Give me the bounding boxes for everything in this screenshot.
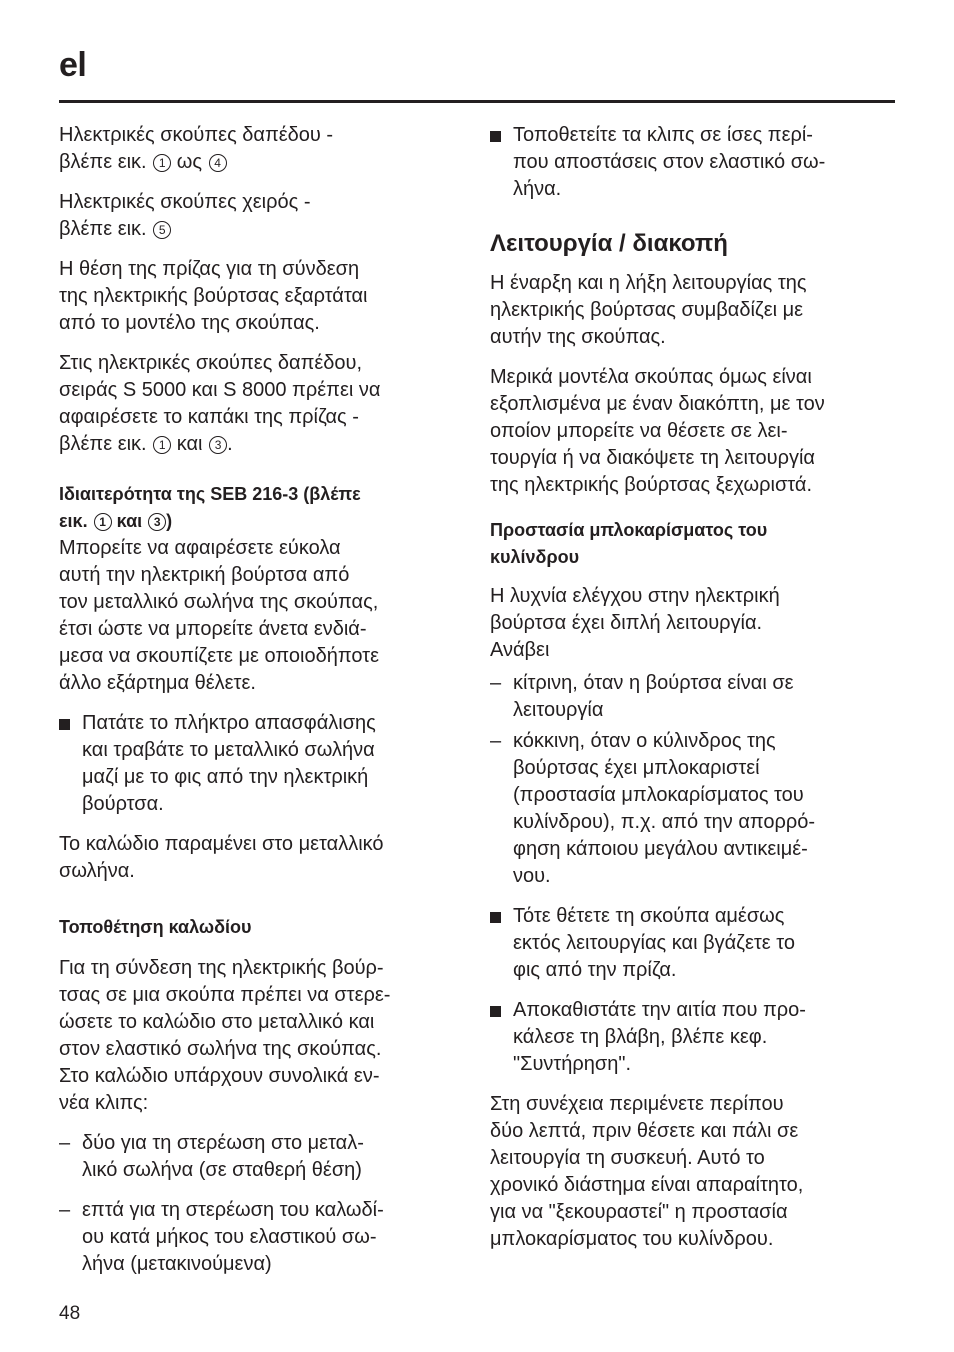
header-rule — [59, 100, 895, 103]
text-line: βλέπε εικ. — [59, 433, 147, 455]
text-line: Ανάβει — [490, 639, 550, 661]
text-line: εκτός λειτουργίας και βγάζετε το — [513, 932, 795, 954]
text-line: κυλίνδρου — [490, 547, 580, 567]
right-column — [490, 122, 895, 1253]
paragraph-series-note: Στις ηλεκτρικές σκούπες δαπέδου, σειράς S 5000 και S 8000 πρέπει να αφαιρέσετε το καπάκι της πρίζας - βλέπε εικ. 1 και 3 . — [59, 352, 381, 455]
text-line: μπλοκαρίσματος του κυλίνδρου. — [490, 1228, 774, 1250]
text-line: τουργία ή να διακόψετε τη λειτουργία — [490, 447, 815, 469]
text-line: δύο λεπτά, πριν θέσετε και πάλι σε — [490, 1120, 799, 1142]
text-line: λικό σωλήνα (σε σταθερή θέση) — [82, 1159, 362, 1181]
text-line: έτσι ώστε να μπορείτε άνετα ενδιά- — [59, 618, 367, 640]
section-heading-operation: Λειτουργία / διακοπή — [490, 230, 728, 257]
text-line: άλλο εξάρτημα θέλετε. — [59, 672, 256, 694]
text-line: (προστασία μπλοκαρίσματος του — [513, 784, 804, 806]
dash-item-red — [490, 728, 895, 890]
dash-glyph: – — [490, 730, 502, 752]
text-line: Τότε θέτετε τη σκούπα αμέσως — [513, 905, 785, 927]
text-line: οποίον μπορείτε να θέσετε σε λει- — [490, 420, 788, 442]
text-line: σειράς S 5000 και S 8000 πρέπει να — [59, 379, 381, 401]
subheading-seb: Ιδιαιτερότητα της SEB 216-3 (βλέπε εικ. 1 και 3 ) — [59, 484, 361, 531]
text-line: εξοπλισμένα με έναν διακόπτη, με τον — [490, 393, 825, 415]
paragraph-socket-position — [59, 256, 464, 337]
text-line: στον ελαστικό σωλήνα της σκούπας. — [59, 1038, 382, 1060]
subheading-cable-placement: Τοποθέτηση καλωδίου — [59, 917, 252, 937]
text-line: λήνα (μετακινούμενα) — [82, 1253, 272, 1275]
bullet-release-button — [59, 710, 464, 818]
text-line: βλέπε εικ. — [59, 218, 147, 240]
paragraph-cable-clips — [59, 955, 464, 1117]
text-line: που αποστάσεις στον ελαστικό σω- — [513, 151, 826, 173]
text-line: Μερικά μοντέλα σκούπας όμως είναι — [490, 366, 812, 388]
bullet-fix-cause — [490, 997, 895, 1078]
paragraph-remove-brush — [59, 535, 464, 697]
text-line: αφαιρέσετε το καπάκι της πρίζας - — [59, 406, 359, 428]
bullet-switch-off — [490, 903, 895, 984]
text-line: της ηλεκτρικής βούρτσας ξεχωριστά. — [490, 474, 813, 496]
paragraph-wait — [490, 1091, 895, 1253]
text-word: και — [116, 511, 143, 531]
text-line: φηση κάποιου μεγάλου αντικειμέ- — [513, 838, 808, 860]
paragraph-cable-remains — [59, 831, 464, 885]
text-line: λειτουργία τη συσκευή. Αυτό το — [490, 1147, 765, 1169]
text-line: Αποκαθιστάτε την αιτία που προ- — [513, 999, 806, 1021]
text-line: Η θέση της πρίζας για τη σύνδεση — [59, 258, 360, 280]
text-line: κυλίνδρου), π.χ. από την απορρό- — [513, 811, 816, 833]
dash-item-yellow — [490, 670, 895, 724]
figure-ref: 1 — [153, 436, 171, 454]
text-line: από το μοντέλο της σκούπας. — [59, 312, 320, 334]
page-number: 48 — [59, 1303, 81, 1324]
text-line: "Συντήρηση". — [513, 1053, 632, 1075]
language-code: el — [59, 46, 87, 84]
paragraph-start-stop — [490, 270, 895, 351]
text-line: Στις ηλεκτρικές σκούπες δαπέδου, — [59, 352, 363, 374]
bullet-place-clips — [490, 122, 895, 203]
text-line: κάλεσε τη βλάβη, βλέπε κεφ. — [513, 1026, 768, 1048]
text-line: αυτή την ηλεκτρική βούρτσα από — [59, 564, 350, 586]
bullet-square-icon — [490, 131, 501, 142]
text-line: κόκκινη, όταν ο κύλινδρος της — [513, 730, 776, 752]
text-line: Ηλεκτρικές σκούπες χειρός - — [59, 191, 311, 213]
figure-ref: 4 — [209, 154, 227, 172]
text-line: ώσετε το καλώδιο στο μεταλλικό και — [59, 1011, 375, 1033]
text-line: φις από την πρίζα. — [513, 959, 677, 981]
text-line: τσας σε μια σκούπα πρέπει να στερε- — [59, 984, 391, 1006]
text-line: μεσα να σκουπίζετε με οποιοδήποτε — [59, 645, 379, 667]
text-line: Στη συνέχεια περιμένετε περίπου — [490, 1093, 784, 1115]
text-line: Η λυχνία ελέγχου στην ηλεκτρική — [490, 585, 780, 607]
text-line: μαζί με το φις από την ηλεκτρική — [82, 766, 369, 788]
text-line: της ηλεκτρικής βούρτσας εξαρτάται — [59, 285, 368, 307]
text-line: βούρτσα έχει διπλή λειτουργία. — [490, 612, 763, 634]
text-line: επτά για τη στερέωση του καλωδί- — [82, 1199, 384, 1221]
text-line: Στο καλώδιο υπάρχουν συνολικά εν- — [59, 1065, 380, 1087]
dash-glyph: – — [490, 672, 502, 694]
text-line: Μπορείτε να αφαιρέσετε εύκολα — [59, 537, 341, 559]
text-line: Προστασία μπλοκαρίσματος του — [490, 520, 768, 540]
paragraph-switch-models — [490, 364, 895, 499]
paragraph-hand-vacuums — [59, 189, 464, 243]
text-line: βούρτσας έχει μπλοκαριστεί — [513, 757, 760, 779]
bullet-square-icon — [59, 719, 70, 730]
text-line: νου. — [513, 865, 551, 887]
text-line: ου κατά μήκος του ελαστικού σω- — [82, 1226, 377, 1248]
text-line: Το καλώδιο παραμένει στο μεταλλικό — [59, 833, 384, 855]
text-line: εικ. — [59, 511, 88, 531]
bullet-square-icon — [490, 912, 501, 923]
dash-item-metal-clips — [59, 1130, 464, 1184]
paragraph-indicator-lamp — [490, 583, 895, 664]
paragraph-floor-vacuums — [59, 122, 464, 176]
text-line: τον μεταλλικό σωλήνα της σκούπας, — [59, 591, 379, 613]
text-line: βλέπε εικ. — [59, 151, 147, 173]
text-line: λήνα. — [513, 178, 562, 200]
figure-ref: 3 — [148, 513, 166, 531]
subheading-roller-protection — [490, 517, 895, 571]
text-line: αυτήν της σκούπας. — [490, 326, 666, 348]
text-line: λειτουργία — [513, 699, 604, 721]
text-line: Πατάτε το πλήκτρο απασφάλισης — [82, 712, 376, 734]
text-line: βούρτσα. — [82, 793, 164, 815]
text-line: κίτρινη, όταν η βούρτσα είναι σε — [513, 672, 794, 694]
figure-ref: 1 — [153, 154, 171, 172]
text-line: Ιδιαιτερότητα της SEB 216-3 (βλέπε — [59, 484, 361, 504]
text-line: σωλήνα. — [59, 860, 135, 882]
text-line: και τραβάτε το μεταλλικό σωλήνα — [82, 739, 375, 761]
text-line: Για τη σύνδεση της ηλεκτρικής βούρ- — [59, 957, 384, 979]
text-line: νέα κλιπς: — [59, 1092, 149, 1114]
text-line: Η έναρξη και η λήξη λειτουργίας της — [490, 272, 807, 294]
dash-item-hose-clips — [59, 1197, 464, 1278]
text-line: χρονικό διάστημα είναι απαραίτητο, — [490, 1174, 804, 1196]
bullet-square-icon — [490, 1006, 501, 1017]
text-line: Ηλεκτρικές σκούπες δαπέδου - — [59, 124, 334, 146]
text-line: δύο για τη στερέωση στο μεταλ- — [82, 1132, 364, 1154]
text-word: και — [176, 433, 203, 455]
figure-ref: 1 — [94, 513, 112, 531]
text-line: Τοποθετείτε τα κλιπς σε ίσες περί- — [513, 124, 813, 146]
dash-glyph: – — [59, 1199, 71, 1221]
text-line: για να "ξεκουραστεί" η προστασία — [490, 1201, 788, 1223]
figure-ref: 3 — [209, 436, 227, 454]
text-word: ως — [176, 151, 202, 173]
dash-glyph: – — [59, 1132, 71, 1154]
text-line: ηλεκτρικής βούρτσας συμβαδίζει με — [490, 299, 804, 321]
left-column — [59, 122, 464, 1278]
figure-ref: 5 — [153, 221, 171, 239]
